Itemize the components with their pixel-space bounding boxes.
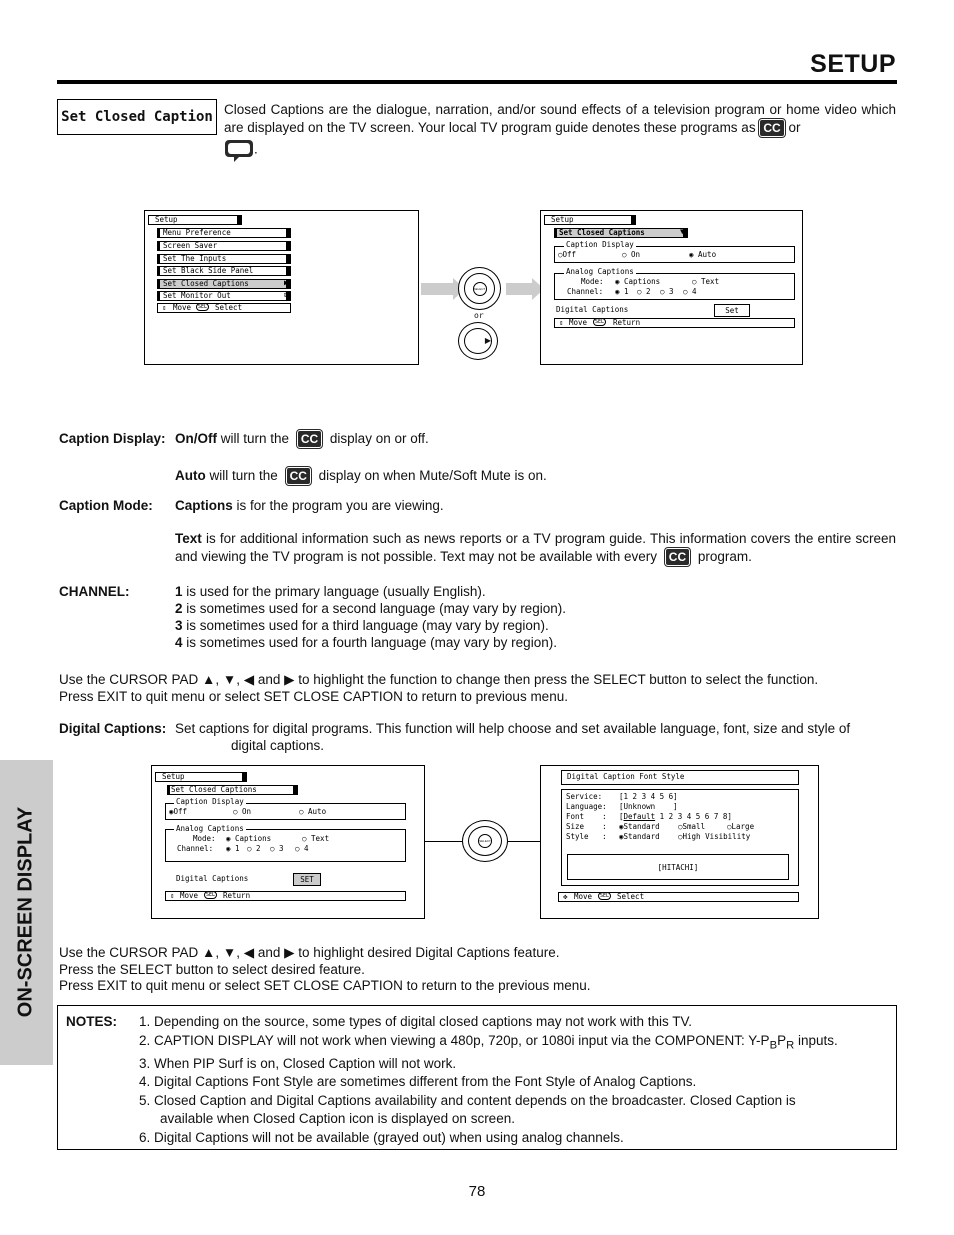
menu-item-label: Set Monitor Out [163,291,231,300]
font-value[interactable] [619,812,732,821]
notes-label: NOTES: [66,1014,118,1029]
channel-label: Channel: [567,287,604,296]
radio-label: Text [701,277,720,286]
note-text: inputs. [794,1032,838,1048]
cursor-instructions [59,671,818,705]
instruction-line: Use the CURSOR PAD ▲, ▼, ◀ and ▶ to highlight desired Digital Captions feature. [59,945,560,960]
note-item [139,1032,838,1055]
note-item: 1. Depending on the source, some types of digital closed captions may not work with this TV. [139,1014,693,1029]
note-item: 6. Digital Captions will not be available (grayed out) when using analog channels. [139,1129,624,1145]
cc-icon: CC [665,548,690,566]
footer-move: Move [569,318,588,327]
language-value[interactable]: [Unknown ] [619,802,678,811]
def-text: display on when Mute/Soft Mute is on. [318,468,547,483]
menu-item-label: Set Black Side Panel [163,266,254,275]
menu-item-label: Set The Inputs [163,254,227,263]
radio-off[interactable]: ○Off [558,250,577,259]
up-down-arrow-icon: ⇕ [283,290,288,299]
digital-captions-desc [175,720,850,754]
radio-style-high-visibility[interactable]: ○High Visibility [678,832,751,841]
intro-paragraph [224,101,896,163]
select-button[interactable]: SELECT [473,282,487,296]
pad-or-label: or [474,311,484,320]
set-button[interactable]: Set [714,304,750,317]
radio-label: Text [311,834,330,843]
arrow-right-icon: ▶ [284,278,289,287]
osd3-subtitle: Set Closed Captions [171,785,257,794]
footer-action: Select [215,303,243,312]
digital-caption-font-style-screen [540,765,819,919]
side-tab-label: ON-SCREEN DISPLAY [14,806,37,1018]
right-arrow-icon [506,283,532,295]
setup-menu-screen [144,210,419,365]
channel-item [175,600,566,617]
channel-item [175,634,566,651]
term-text: Text [175,531,202,546]
radio-label: Small [682,822,706,831]
osd1-title: Setup [155,215,178,224]
note-text: 2. CAPTION DISPLAY will not work when viewing a 480p, 720p, or 1080i input via the COMPONENT: Y-P [139,1032,770,1048]
footer-action: Return [223,891,251,900]
radio-ch1-selected[interactable]: ◉ 1 [226,844,240,853]
channel-item [175,583,566,600]
radio-captions-selected[interactable]: ◉ Captions [226,834,272,843]
channel-number: 4 [175,635,183,650]
caption-display-onoff [175,430,429,448]
up-down-arrow-icon: ⇕ [559,318,564,327]
connector-line [425,841,462,842]
radio-off-selected[interactable]: ◉Off [169,807,188,816]
channel-number: 3 [175,618,183,633]
style-label: Style : [566,832,607,841]
select-button[interactable]: SELECT [478,834,492,848]
osd3-title: Setup [162,772,185,781]
radio-label: On [631,250,641,259]
instruction-line: Use the CURSOR PAD ▲, ▼, ◀ and ▶ to highlight the function to change then press the SELECT button to select the function. [59,672,819,687]
radio-label: High Visibility [682,832,751,841]
osd2-title: Setup [551,215,574,224]
radio-ch3[interactable]: ○ 3 [270,844,284,853]
menu-item-label: Set Closed Captions [163,279,249,288]
radio-captions-selected[interactable]: ◉ Captions [615,277,661,286]
radio-label: Off [562,250,577,259]
footer-action: Select [617,892,645,901]
channel-term: CHANNEL: [59,584,130,599]
right-arrow-icon [421,283,453,295]
radio-label: Captions [235,834,272,843]
instruction-line: Press EXIT to quit menu or select SET CLOSE CAPTION to return to the previous menu. [59,978,591,993]
sel-badge: SEL [595,319,605,325]
analog-captions-legend: Analog Captions [176,824,244,833]
language-label: Language: [566,802,607,811]
sel-badge: SEL [206,892,216,898]
note-item: 3. When PIP Surf is on, Closed Caption will not work. [139,1055,457,1071]
speech-bubble-icon [224,139,254,163]
cc-icon: CC [297,430,322,448]
note-item: 5. Closed Caption and Digital Captions availability and content depends on the broadcaster. Closed Caption is [139,1092,796,1108]
def-text: digital captions. [231,738,325,753]
term-captions: Captions [175,498,233,513]
cc-icon: CC [759,119,784,137]
page-number: 78 [468,1183,486,1200]
def-text: Set captions for digital programs. This function will help choose and set available language, font, size and style of [175,721,851,736]
radio-size-large[interactable]: ○Large [727,822,755,831]
footer-move: Move [180,891,199,900]
connector-line [508,841,540,842]
caption-mode-text [175,530,896,566]
digital-captions-label: Digital Captions [176,874,249,883]
caption-display-legend: Caption Display [566,240,634,249]
caption-mode-term: Caption Mode: [59,498,153,513]
cc-icon: CC [286,467,311,485]
term-auto: Auto [175,468,206,483]
instruction-line: Press EXIT to quit menu or select SET CLOSE CAPTION to return to previous menu. [59,689,568,704]
digital-cursor-instructions [59,945,590,995]
radio-auto-selected[interactable]: ◉ Auto [689,250,717,259]
radio-label: On [242,807,252,816]
def-text: display on or off. [329,431,429,446]
arrow-down-icon: ▼ [680,227,685,236]
footer-move: Move [173,303,192,312]
radio-label: 1 [235,844,240,853]
caption-display-legend: Caption Display [176,797,244,806]
notes-box [57,1005,897,1150]
channel-list [175,583,566,651]
channel-desc: is sometimes used for a second language (may vary by region). [186,601,566,616]
radio-ch1-selected[interactable]: ◉ 1 [615,287,629,296]
instruction-line: Press the SELECT button to select desired feature. [59,961,365,977]
menu-item-label: Screen Saver [163,241,218,250]
radio-text[interactable]: ○ Text [692,277,720,286]
osd2-subtitle: Set Closed Captions [559,228,645,237]
radio-label: 2 [646,287,651,296]
osd2-footer [554,318,795,328]
font-bracket: [ [619,812,624,821]
caption-mode-captions [175,497,444,515]
radio-label: 2 [256,844,261,853]
mode-label: Mode: [193,834,216,843]
def-text: program. [697,549,752,564]
radio-label: Captions [624,277,661,286]
arrow-right-icon: ▶ [484,336,491,345]
radio-label: 4 [304,844,309,853]
service-value[interactable]: [1 2 3 4 5 6] [619,792,678,801]
preview-text: [HITACHI] [657,863,699,872]
sel-badge: SEL [600,893,610,899]
radio-ch4[interactable]: ○ 4 [683,287,697,296]
radio-label: Standard [623,832,660,841]
cursor-pad-select[interactable] [458,267,501,310]
cursor-pad-right[interactable] [458,322,498,360]
osd3-footer [165,891,406,901]
intro-end: . [254,142,258,157]
radio-label: 4 [692,287,697,296]
radio-size-small[interactable]: ○Small [678,822,706,831]
intro-text: Closed Captions are the dialogue, narration, and/or sound effects of a television program or home video which are displayed on the TV screen. Your local TV program guide denotes these programs as [224,102,896,135]
mode-label: Mode: [581,277,604,286]
def-text: will turn the [209,468,278,483]
closed-captions-screen [540,210,803,365]
channel-item [175,617,566,634]
note-item: 4. Digital Captions Font Style are sometimes different from the Font Style of Analog Captions. [139,1074,697,1090]
subscript-r: R [786,1039,795,1052]
footer-move: Move [574,892,593,901]
font-options: 1 2 3 4 5 6 7 8] [655,812,732,821]
menu-item-label: Menu Preference [163,228,231,237]
def-text: is for the program you are viewing. [236,498,444,513]
radio-ch4[interactable]: ○ 4 [295,844,309,853]
section-label-box: Set Closed Caption [57,99,217,135]
up-down-arrow-icon: ⇕ [170,891,175,900]
term-onoff: On/Off [175,431,217,446]
analog-captions-legend: Analog Captions [566,267,634,276]
font-label: Font : [566,812,607,821]
radio-on[interactable]: ○ On [233,807,252,816]
osd4-footer [558,892,799,902]
channel-desc: is sometimes used for a fourth language (may vary by region). [186,635,557,650]
radio-label: Auto [698,250,717,259]
radio-size-standard-selected[interactable]: ◉Standard [619,822,660,831]
radio-label: 3 [669,287,674,296]
channel-number: 1 [175,584,183,599]
notes-list [139,1013,838,1147]
sel-badge: SEL [198,304,208,310]
channel-desc: is used for the primary language (usually English). [186,584,486,599]
page-title: SETUP [810,50,896,78]
header-rule [57,80,897,84]
osd4-title: Digital Caption Font Style [567,772,685,781]
radio-ch3[interactable]: ○ 3 [660,287,674,296]
closed-captions-screen-digital [151,765,425,919]
radio-label: 3 [279,844,284,853]
radio-style-standard-selected[interactable]: ◉Standard [619,832,660,841]
radio-auto[interactable]: ○ Auto [299,807,327,816]
footer-action: Return [613,318,641,327]
channel-label: Channel: [177,844,214,853]
size-label: Size : [566,822,607,831]
radio-label: 1 [624,287,629,296]
channel-number: 2 [175,601,183,616]
radio-text[interactable]: ○ Text [302,834,330,843]
subscript-b: B [769,1039,778,1052]
font-default: Default [623,812,656,821]
set-button[interactable]: SET [293,873,321,886]
radio-label: Auto [308,807,327,816]
radio-ch2[interactable]: ○ 2 [247,844,261,853]
radio-label: Off [173,807,188,816]
def-text: will turn the [220,431,290,446]
service-label: Service: [566,792,603,801]
radio-on[interactable]: ○ On [622,250,641,259]
note-item-continued: available when Closed Caption icon is displayed on screen. [160,1111,515,1127]
digital-captions-label: Digital Captions [556,305,629,314]
note-text: P [777,1032,787,1048]
radio-label: Large [731,822,755,831]
radio-ch2[interactable]: ○ 2 [637,287,651,296]
channel-desc: is sometimes used for a third language (may vary by region). [186,618,549,633]
caption-display-term: Caption Display: [59,431,166,446]
up-down-arrow-icon: ⇕ [162,303,167,312]
intro-or: or [788,120,801,135]
caption-display-auto [175,467,547,485]
cursor-pad-select[interactable] [462,820,508,862]
def-text: is for additional information such as news reports or a TV program guide. This information covers the entire screen and viewing the TV program is not possible. Text may not be available with every [175,531,896,564]
four-way-arrow-icon: ✥ [563,892,568,901]
radio-label: Standard [623,822,660,831]
digital-captions-term: Digital Captions: [59,721,167,736]
